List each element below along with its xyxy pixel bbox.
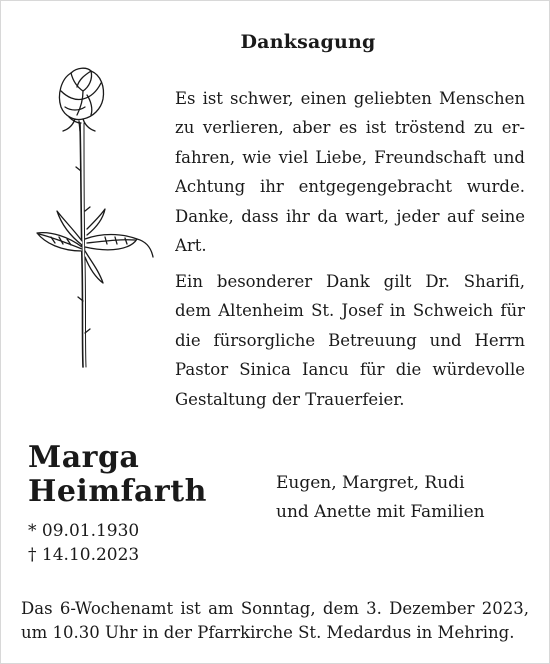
family-signature bbox=[276, 469, 485, 527]
last-name: Heimfarth bbox=[28, 474, 207, 509]
rose-icon bbox=[21, 61, 166, 381]
text-line: zu verlieren, aber es ist tröstend zu er- bbox=[175, 118, 525, 138]
family-line: und Anette mit Familien bbox=[276, 502, 485, 522]
text-line: Pastor Sinica Iancu für die würdevolle bbox=[175, 360, 525, 380]
death-date: † 14.10.2023 bbox=[28, 545, 140, 565]
life-dates bbox=[28, 519, 139, 567]
first-name: Marga bbox=[28, 440, 140, 475]
family-line: Eugen, Margret, Rudi bbox=[276, 473, 465, 493]
text-line: die fürsorgliche Betreuung und Herrn bbox=[175, 330, 525, 350]
thanks-paragraph-1 bbox=[175, 84, 525, 260]
text-line: Achtung ihr entgegengebracht wurde. bbox=[175, 177, 525, 197]
deceased-name bbox=[28, 441, 207, 509]
thanks-paragraph-2 bbox=[175, 267, 525, 414]
text-line: Ein besonderer Dank gilt Dr. Sharifi, bbox=[175, 272, 525, 291]
text-line: fahren, wie viel Liebe, Freundschaft und bbox=[175, 147, 525, 167]
text-line: dem Altenheim St. Josef in Schweich für bbox=[175, 301, 525, 321]
heading: Danksagung bbox=[240, 31, 376, 53]
text-line: Danke, dass ihr da wart, jeder auf seine bbox=[175, 206, 525, 226]
text-line: Art. bbox=[175, 235, 207, 255]
birth-date: * 09.01.1930 bbox=[28, 521, 140, 541]
notice-line: um 10.30 Uhr in der Pfarrkirche St. Medardus in Mehring. bbox=[21, 623, 515, 642]
text-line: Es ist schwer, einen geliebten Menschen bbox=[175, 89, 525, 108]
text-line: Gestaltung der Trauerfeier. bbox=[175, 389, 405, 409]
memorial-mass-notice bbox=[21, 597, 529, 645]
notice-line: Das 6-Wochenamt ist am Sonntag, dem 3. Dezember 2023, bbox=[21, 599, 529, 618]
